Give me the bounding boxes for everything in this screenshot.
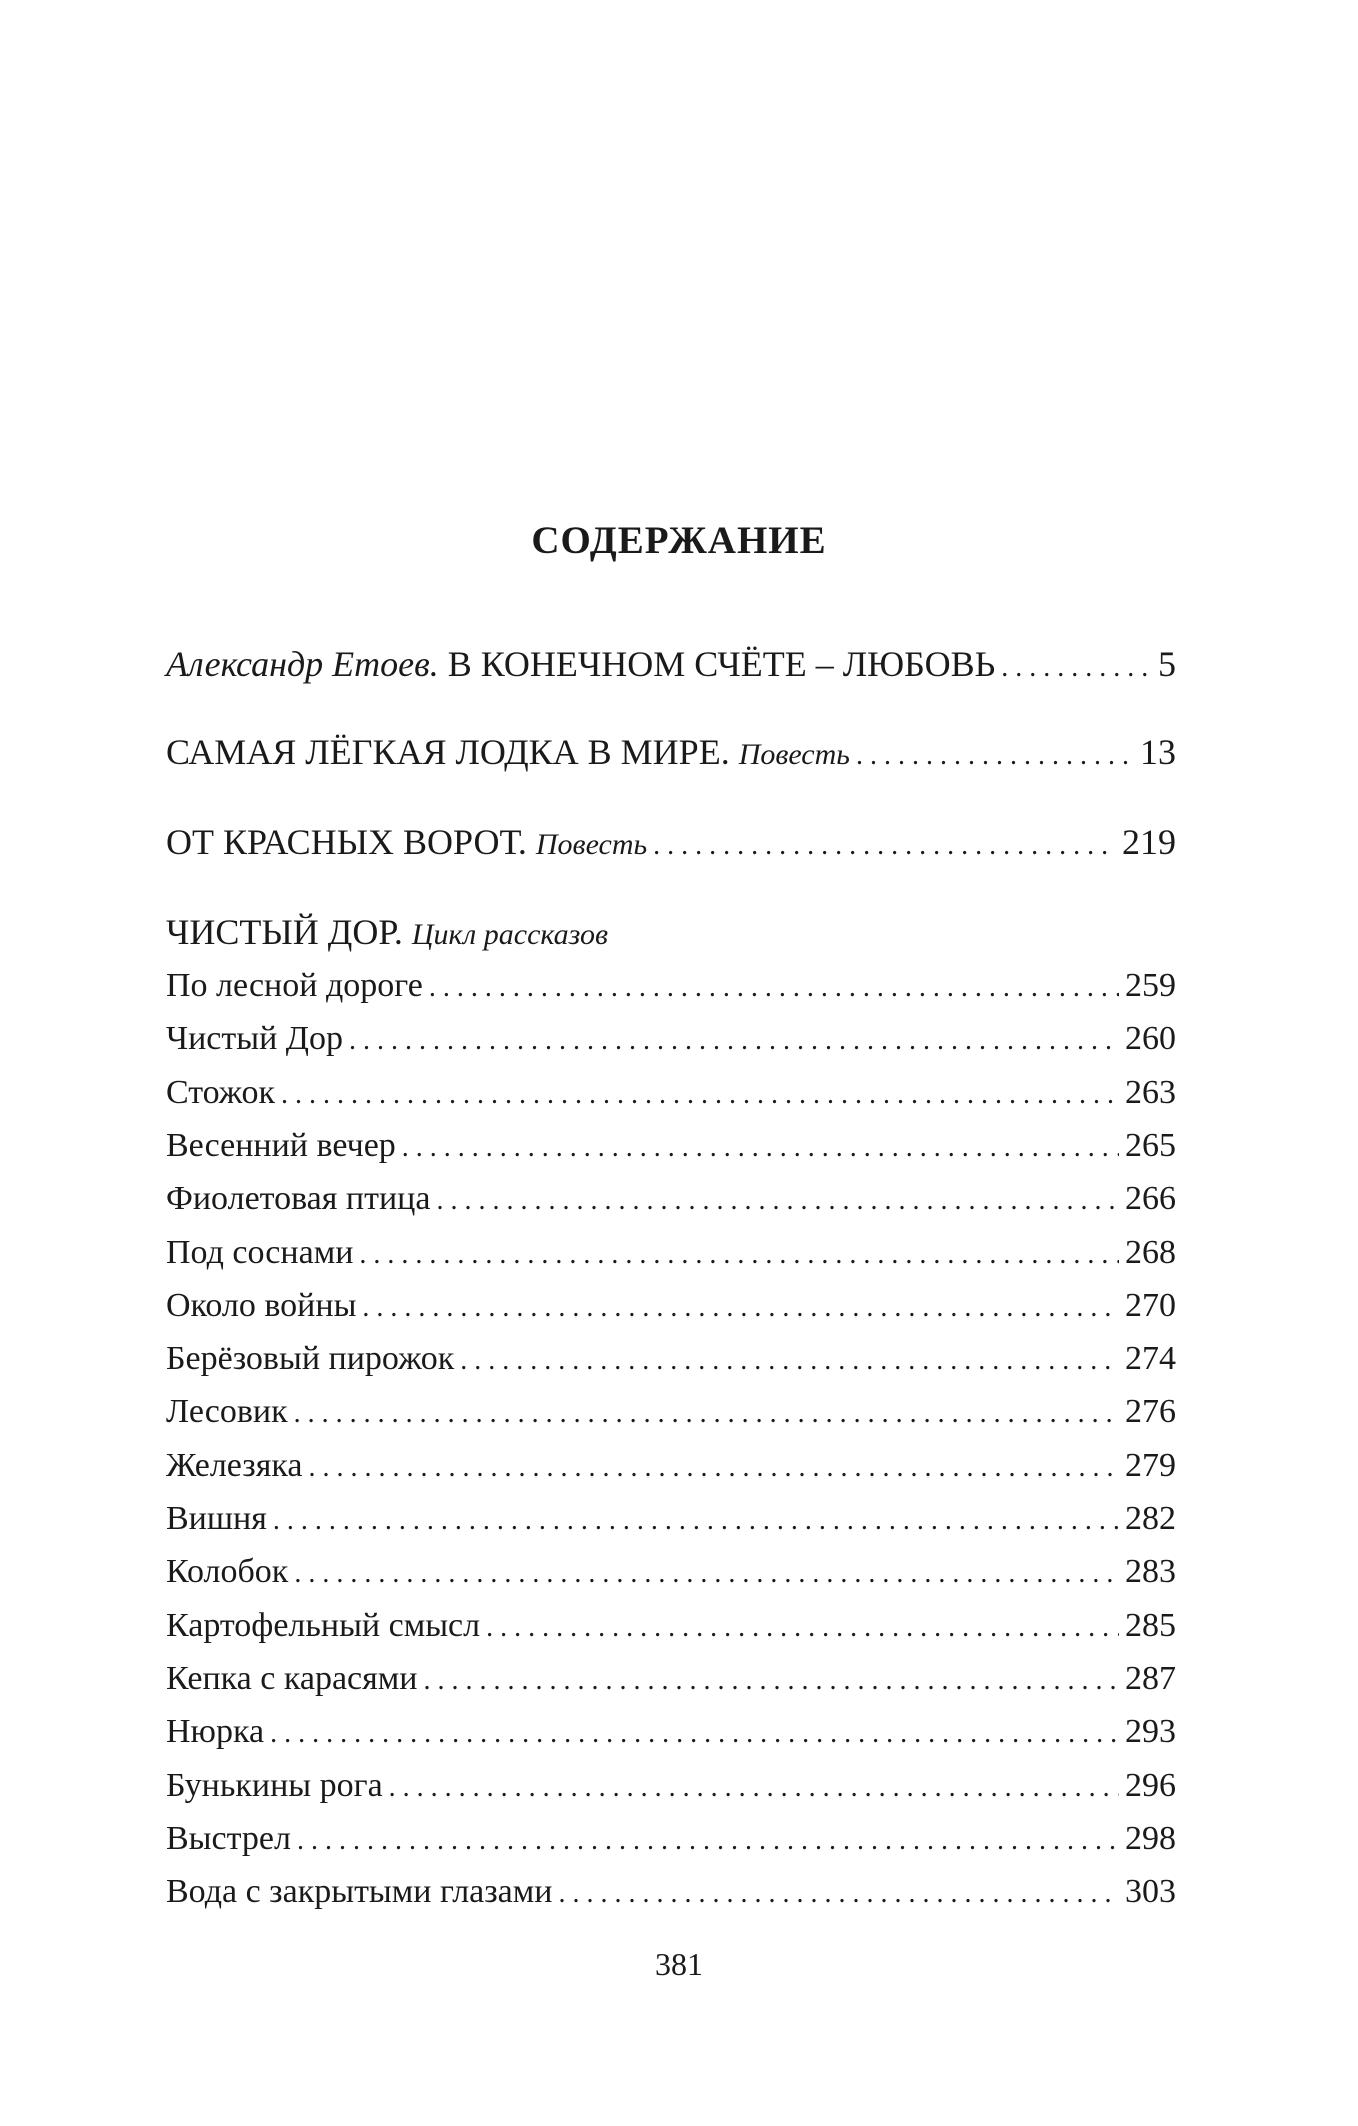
story-page: 270 bbox=[1125, 1287, 1176, 1324]
toc-story-row bbox=[166, 1388, 1176, 1438]
story-page: 282 bbox=[1125, 1500, 1176, 1537]
toc-story-row bbox=[166, 1655, 1176, 1705]
dot-leader bbox=[460, 1337, 1119, 1385]
story-page: 268 bbox=[1125, 1234, 1176, 1271]
cycle-heading bbox=[166, 908, 608, 959]
intro-title: В КОНЕЧНОМ СЧЁТЕ – ЛЮБОВЬ bbox=[447, 644, 996, 684]
story-title: Вишня bbox=[166, 1500, 267, 1537]
dot-leader bbox=[389, 1764, 1119, 1812]
dot-leader bbox=[856, 732, 1134, 780]
story-title: Чистый Дор bbox=[166, 1020, 343, 1057]
story-page: 279 bbox=[1125, 1447, 1176, 1484]
page-number: 381 bbox=[655, 1946, 703, 1982]
story-page: 283 bbox=[1125, 1553, 1176, 1590]
story-page: 296 bbox=[1125, 1767, 1176, 1804]
story-page: 298 bbox=[1125, 1820, 1176, 1857]
dot-leader bbox=[423, 1657, 1119, 1705]
dot-leader bbox=[436, 1177, 1119, 1225]
story-page: 260 bbox=[1125, 1020, 1176, 1057]
story-title: Берёзовый пирожок bbox=[166, 1340, 455, 1377]
story-title: Стожок bbox=[166, 1074, 275, 1111]
toc-entry-novella-2 bbox=[166, 818, 1176, 870]
story-page: 285 bbox=[1125, 1607, 1176, 1644]
story-page: 266 bbox=[1125, 1180, 1176, 1217]
toc-story-row bbox=[166, 1602, 1176, 1652]
story-title: Бунькины рога bbox=[166, 1767, 383, 1804]
toc-story-row bbox=[166, 1548, 1176, 1598]
story-title: Лесовик bbox=[166, 1393, 288, 1430]
toc-story-row bbox=[166, 1122, 1176, 1172]
story-page: 265 bbox=[1125, 1127, 1176, 1164]
story-title: Картофельный смысл bbox=[166, 1607, 481, 1644]
dot-leader bbox=[359, 1231, 1119, 1279]
dot-leader bbox=[349, 1017, 1119, 1065]
toc-story-row bbox=[166, 1495, 1176, 1545]
toc-story-row bbox=[166, 1069, 1176, 1119]
novella2-title: ОТ КРАСНЫХ ВОРОТ. bbox=[166, 822, 527, 862]
story-title: Фиолетовая птица bbox=[166, 1180, 431, 1217]
dot-leader bbox=[297, 1817, 1119, 1865]
story-page: 293 bbox=[1125, 1713, 1176, 1750]
story-title: Кепка с карасями bbox=[166, 1660, 418, 1697]
novella1-subtype: Повесть bbox=[738, 738, 850, 771]
story-title: Колобок bbox=[166, 1553, 289, 1590]
story-page: 287 bbox=[1125, 1660, 1176, 1697]
toc-story-row bbox=[166, 1442, 1176, 1492]
story-title: Около войны bbox=[166, 1287, 357, 1324]
dot-leader bbox=[273, 1497, 1119, 1545]
story-title: Железяка bbox=[166, 1447, 303, 1484]
toc-story-row bbox=[166, 1229, 1176, 1279]
dot-leader bbox=[294, 1390, 1119, 1438]
novella2-subtype: Повесть bbox=[535, 828, 648, 861]
dot-leader bbox=[308, 1444, 1119, 1492]
cycle-subtype: Цикл рассказов bbox=[411, 918, 609, 951]
story-title: Выстрел bbox=[166, 1820, 291, 1857]
toc-story-row bbox=[166, 1175, 1176, 1225]
contents-heading: СОДЕРЖАНИЕ bbox=[531, 519, 827, 562]
dot-leader bbox=[402, 1124, 1119, 1172]
story-title: Вода с закрытыми глазами bbox=[166, 1873, 553, 1910]
story-title: Весенний вечер bbox=[166, 1127, 396, 1164]
toc-entry-intro bbox=[166, 640, 1176, 692]
story-page: 303 bbox=[1125, 1873, 1176, 1910]
novella1-title: САМАЯ ЛЁГКАЯ ЛОДКА В МИРЕ. bbox=[166, 732, 730, 772]
toc-story-row bbox=[166, 1868, 1176, 1918]
intro-author: Александр Етоев. bbox=[166, 644, 439, 684]
story-page: 274 bbox=[1125, 1340, 1176, 1377]
toc-entry-novella-1 bbox=[166, 728, 1176, 780]
story-title: Под соснами bbox=[166, 1234, 354, 1271]
dot-leader bbox=[1001, 644, 1152, 692]
cycle-title: ЧИСТЫЙ ДОР. bbox=[166, 912, 403, 952]
dot-leader bbox=[429, 964, 1119, 1012]
story-page: 276 bbox=[1125, 1393, 1176, 1430]
dot-leader bbox=[270, 1710, 1119, 1758]
toc-story-row bbox=[166, 1708, 1176, 1758]
dot-leader bbox=[653, 822, 1116, 870]
novella1-page: 13 bbox=[1140, 732, 1176, 772]
toc-story-row bbox=[166, 1335, 1176, 1385]
novella2-page: 219 bbox=[1122, 822, 1176, 862]
toc-story-row bbox=[166, 1015, 1176, 1065]
story-title: По лесной дороге bbox=[166, 967, 423, 1004]
intro-page: 5 bbox=[1158, 644, 1176, 684]
dot-leader bbox=[486, 1604, 1119, 1652]
dot-leader bbox=[362, 1284, 1119, 1332]
toc-story-row bbox=[166, 1282, 1176, 1332]
dot-leader bbox=[558, 1870, 1119, 1918]
toc-story-row bbox=[166, 1815, 1176, 1865]
dot-leader bbox=[281, 1071, 1119, 1119]
dot-leader bbox=[294, 1550, 1119, 1598]
story-title: Нюрка bbox=[166, 1713, 265, 1750]
story-page: 263 bbox=[1125, 1074, 1176, 1111]
toc-story-row bbox=[166, 962, 1176, 1012]
toc-story-row bbox=[166, 1762, 1176, 1812]
story-page: 259 bbox=[1125, 967, 1176, 1004]
